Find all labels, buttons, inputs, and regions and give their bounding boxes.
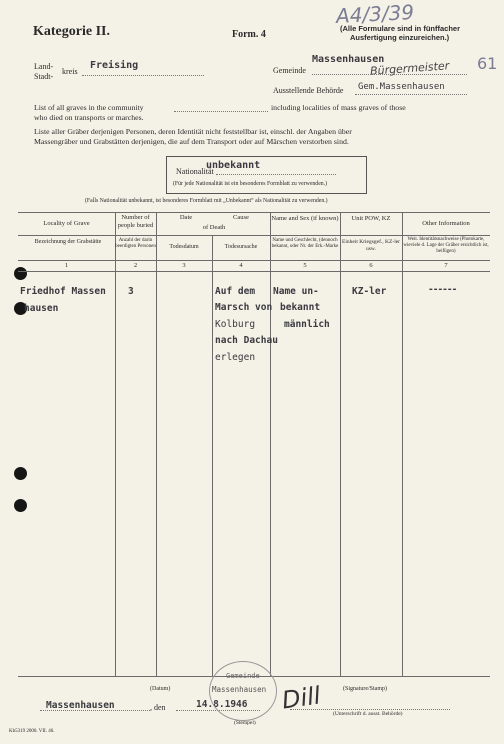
col34-header-of-death: of Death [202,224,226,231]
archive-number: 61 [477,54,498,73]
column-divider [115,212,116,676]
punch-hole [14,467,27,480]
behoerde-value: Gem.Massenhausen [358,82,445,92]
gemeinde-label: Gemeinde [273,66,306,75]
row-cause-line4: nach Dachau [215,335,278,346]
intro-de-line1: Liste aller Gräber derjenigen Personen, deren Identität nicht feststellbar ist, einschl. der Angaben über [34,127,352,136]
stamp-caption: (Stempel) [234,720,256,726]
row-unit: KZ-ler [352,286,387,297]
intro-en-line1b: including localities of mass graves of those [271,103,406,112]
col4-header-en: Cause [233,214,249,221]
punch-hole [14,499,27,512]
stadt-label: Stadt- [34,72,54,81]
footer-place-underline [40,710,150,711]
intro-en-dotline [174,111,268,112]
row-cause-line3: Kolburg [215,319,256,330]
footer-place: Massenhausen [46,700,115,711]
stamp-line2: Massenhausen [212,685,267,694]
row-name-line3: männlich [284,319,330,330]
row-cause-line1: Auf dem [215,286,256,297]
col6-header-en: Unit POW, KZ [351,215,391,222]
kreis-value: Freising [90,60,139,71]
kreis-label: kreis [62,67,78,76]
archive-pencil-mark: A4/3/39 [335,0,415,29]
col4-header-de: Todesursache [224,244,258,250]
col3-header-de: Todesdatum [169,244,199,250]
table-header-divider [18,235,490,236]
row-cause-line5: erlegen [215,352,256,363]
row-other: ------ [428,284,457,295]
col6-number: 6 [369,262,373,269]
form-number: Form. 4 [232,29,266,40]
column-divider [402,212,403,676]
col6-header-de: Einheit Kriegsgef., KZ-ler usw. [341,239,401,252]
row-name-line2: bekannt [280,302,321,313]
column-divider [212,235,213,676]
column-divider [156,212,157,676]
row-locality-line1: Friedhof Massen [20,286,106,297]
col7-header-en: Other Information [422,220,470,227]
signature-scrawl: Dill [280,681,323,715]
col7-number: 7 [444,262,448,269]
nationality-value: unbekannt [206,160,261,171]
col2-header-de: Anzahl der darin beerdigten Personen [115,238,156,249]
kategorie-title: Kategorie II. [33,24,110,39]
col5-header-en: Name and Sex (if known) [271,215,339,222]
col2-number: 2 [133,262,138,269]
column-divider [270,212,271,676]
nationality-underline [216,174,336,175]
col3-number: 3 [182,262,186,269]
intro-en-line1a: List of all graves in the community [34,103,144,112]
footer-den: , den [150,703,166,712]
kreis-underline [82,75,204,76]
land-label: Land- [34,62,54,71]
signature-label: (Signature/Stamp) [343,686,387,692]
instructions-line1: (Alle Formulare sind in fünffacher [340,24,461,33]
col3-header-en: Date [179,214,193,221]
gemeinde-signature: Bürgermeister [369,59,450,78]
col2-header-en: Number of people buried [117,214,154,229]
intro-de-line2: Massengräber und Grabstätten derjenigen, die auf dem Transport oder auf Märschen verstorben sind. [34,137,349,146]
behoerde-label: Ausstellende Behörde [273,86,344,95]
row-cause-line2: Marsch von [215,302,273,313]
col1-header-de: Bezeichnung der Grabstätte [34,239,102,245]
signature-underline [290,709,450,710]
col4-number: 4 [239,262,243,269]
stamp-line1: Gemeinde [226,672,260,680]
nationality-footnote: (Falls Nationalität unbekannt, ist besonderes Formblatt mit „Unbekannt“ als Nationalität zu verwenden.) [85,198,328,204]
intro-en-line2: who died on transports or marches. [34,113,144,122]
table-number-divider [18,271,490,272]
print-code: Kb5319 2000. VII. 46. [9,729,55,734]
column-divider [340,212,341,676]
behoerde-underline [355,94,467,95]
table-header-divider [18,260,490,261]
gemeinde-value: Massenhausen [312,54,385,65]
col5-number: 5 [303,262,307,269]
signature-caption: (Unterschrift d. ausst. Behörde) [333,711,403,717]
row-locality-line2: hausen [24,303,59,314]
col1-number: 1 [64,262,69,269]
col5-header-de: Name und Geschlecht, (dennoch bekannt, oder Nr. der Erk.-Marke [271,238,339,249]
row-count: 3 [128,286,134,297]
footer-date-value: 14.8.1946 [196,699,248,710]
gemeinde-underline [312,74,467,75]
footer-date-label: (Datum) [150,686,171,692]
instructions-line2: Ausfertigung einzureichen.) [350,33,450,42]
col7-header-de: Weit. Identitätsnachweise (Photokarte, wieviele d. Lage der Gräber ersichtlich ist, beifügen) [403,237,489,254]
nationality-note: (Für jede Nationalität ist ein besonderes Formblatt zu verwenden.) [173,181,328,187]
col1-header-en: Locality of Grave [43,220,90,227]
nationality-label: Nationalität [176,167,214,176]
row-name-line1: Name un- [273,286,319,297]
table-top-border [18,212,490,213]
